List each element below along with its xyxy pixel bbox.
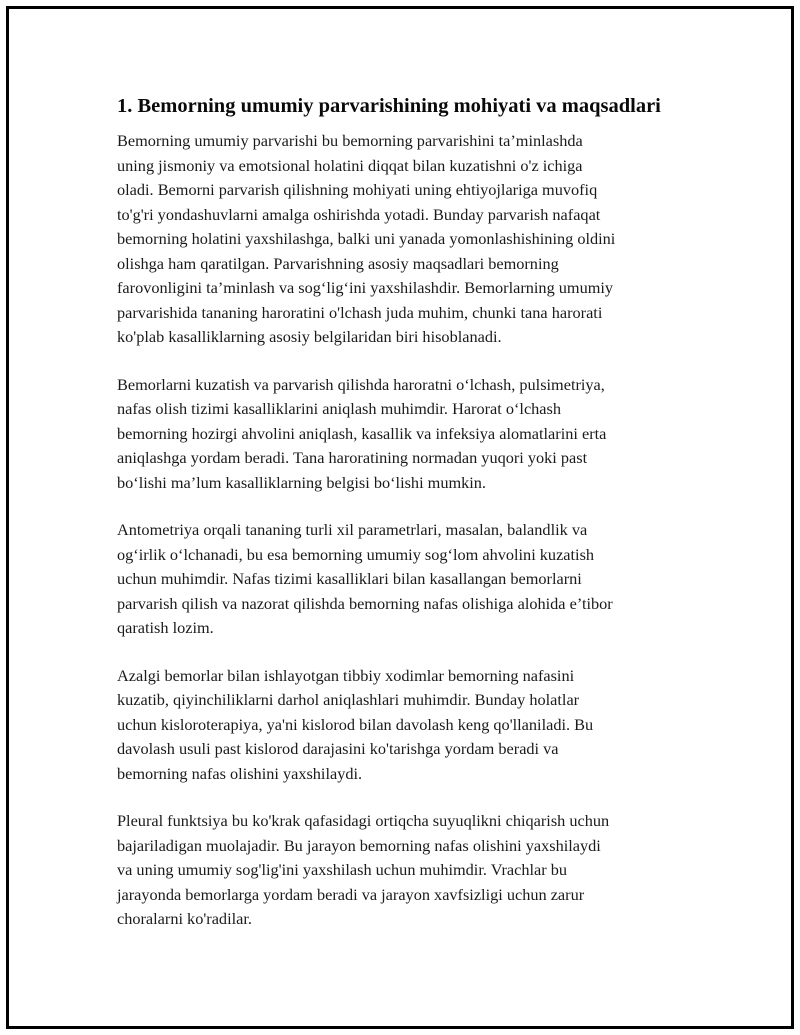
text-line: uning jismoniy va emotsional holatini diqqat bilan kuzatishni o'z ichiga: [117, 155, 583, 175]
text-line: jarayonda bemorlarga yordam beradi va jarayon xavfsizligi uchun zarur: [117, 884, 585, 904]
paragraph-5: [117, 809, 687, 932]
text-line: Antometriya orqali tananing turli xil parametrlari, masalan, balandlik va: [117, 520, 588, 539]
text-line: davolash usuli past kislorod darajasini ko'tarishga yordam beradi va: [117, 739, 559, 758]
text-line: va uning umumiy sog'lig'ini yaxshilash uchun muhimdir. Vrachlar bu: [117, 860, 568, 879]
text-line: Bemorning umumiy parvarishi bu bemorning parvarishini ta’minlashda: [117, 131, 583, 150]
text-line: kuzatib, qiyinchiliklarni darhol aniqlashlari muhimdir. Bunday holatlar: [117, 690, 580, 709]
text-line: Pleural funktsiya bu ko'krak qafasidagi ortiqcha suyuqlikni chiqarish uchun: [117, 811, 610, 830]
text-line: farovonligini ta’minlash va sog‘lig‘ini yaxshilashdir. Bemorlarning umumiy: [117, 278, 614, 297]
paragraph-3: [117, 518, 687, 641]
document-body: [117, 92, 687, 955]
text-line: aniqlashga yordam beradi. Tana haroratining normadan yuqori yoki past: [117, 448, 588, 467]
paragraph-4: [117, 664, 687, 787]
text-line: Bemorlarni kuzatish va parvarish qilishda haroratni o‘lchash, pulsimetriya,: [117, 374, 605, 394]
text-line: oladi. Bemorni parvarish qilishning mohiyati uning ehtiyojlariga muvofiq: [117, 180, 598, 199]
paragraph-1: [117, 129, 687, 350]
text-line: parvarishida tananing haroratini o'lchash juda muhim, chunki tana harorati: [117, 302, 603, 322]
text-line: uchun muhimdir. Nafas tizimi kasalliklari bilan kasallangan bemorlarni: [117, 569, 582, 588]
text-line: bemorning hozirgi ahvolini aniqlash, kasallik va infeksiya alomatlarini erta: [117, 423, 607, 443]
text-line: to'g'ri yondashuvlarni amalga oshirishda yotadi. Bunday parvarish nafaqat: [117, 204, 601, 224]
text-line: qaratish lozim.: [117, 618, 214, 637]
text-line: parvarish qilish va nazorat qilishda bemorning nafas olishiga alohida e’tibor: [117, 593, 613, 613]
text-line: bajariladigan muolajadir. Bu jarayon bemorning nafas olishini yaxshilaydi: [117, 835, 601, 855]
text-line: uchun kisloroterapiya, ya'ni kislorod bilan davolash keng qo'llaniladi. Bu: [117, 714, 594, 734]
text-line: bo‘lishi ma’lum kasalliklarning belgisi bo‘lishi mumkin.: [117, 472, 487, 492]
text-line: og‘irlik o‘lchanadi, bu esa bemorning umumiy sog‘lom ahvolini kuzatish: [117, 544, 595, 564]
text-line: nafas olish tizimi kasalliklarini aniqlash muhimdir. Harorat o‘lchash: [117, 399, 562, 418]
document-title: 1. Bemorning umumiy parvarishining mohiyati va maqsadlari: [117, 95, 661, 117]
paragraph-2: [117, 373, 687, 496]
text-line: bemorning holatini yaxshilashga, balki uni yanada yomonlashishining oldini: [117, 229, 616, 248]
text-line: ko'plab kasalliklarning asosiy belgilaridan biri hisoblanadi.: [117, 327, 502, 346]
text-line: choralarni ko'radilar.: [117, 909, 252, 928]
text-line: Azalgi bemorlar bilan ishlayotgan tibbiy xodimlar bemorning nafasini: [117, 665, 575, 685]
text-line: olishga ham qaratilgan. Parvarishning asosiy maqsadlari bemorning: [117, 253, 559, 273]
text-line: bemorning nafas olishini yaxshilaydi.: [117, 763, 363, 783]
